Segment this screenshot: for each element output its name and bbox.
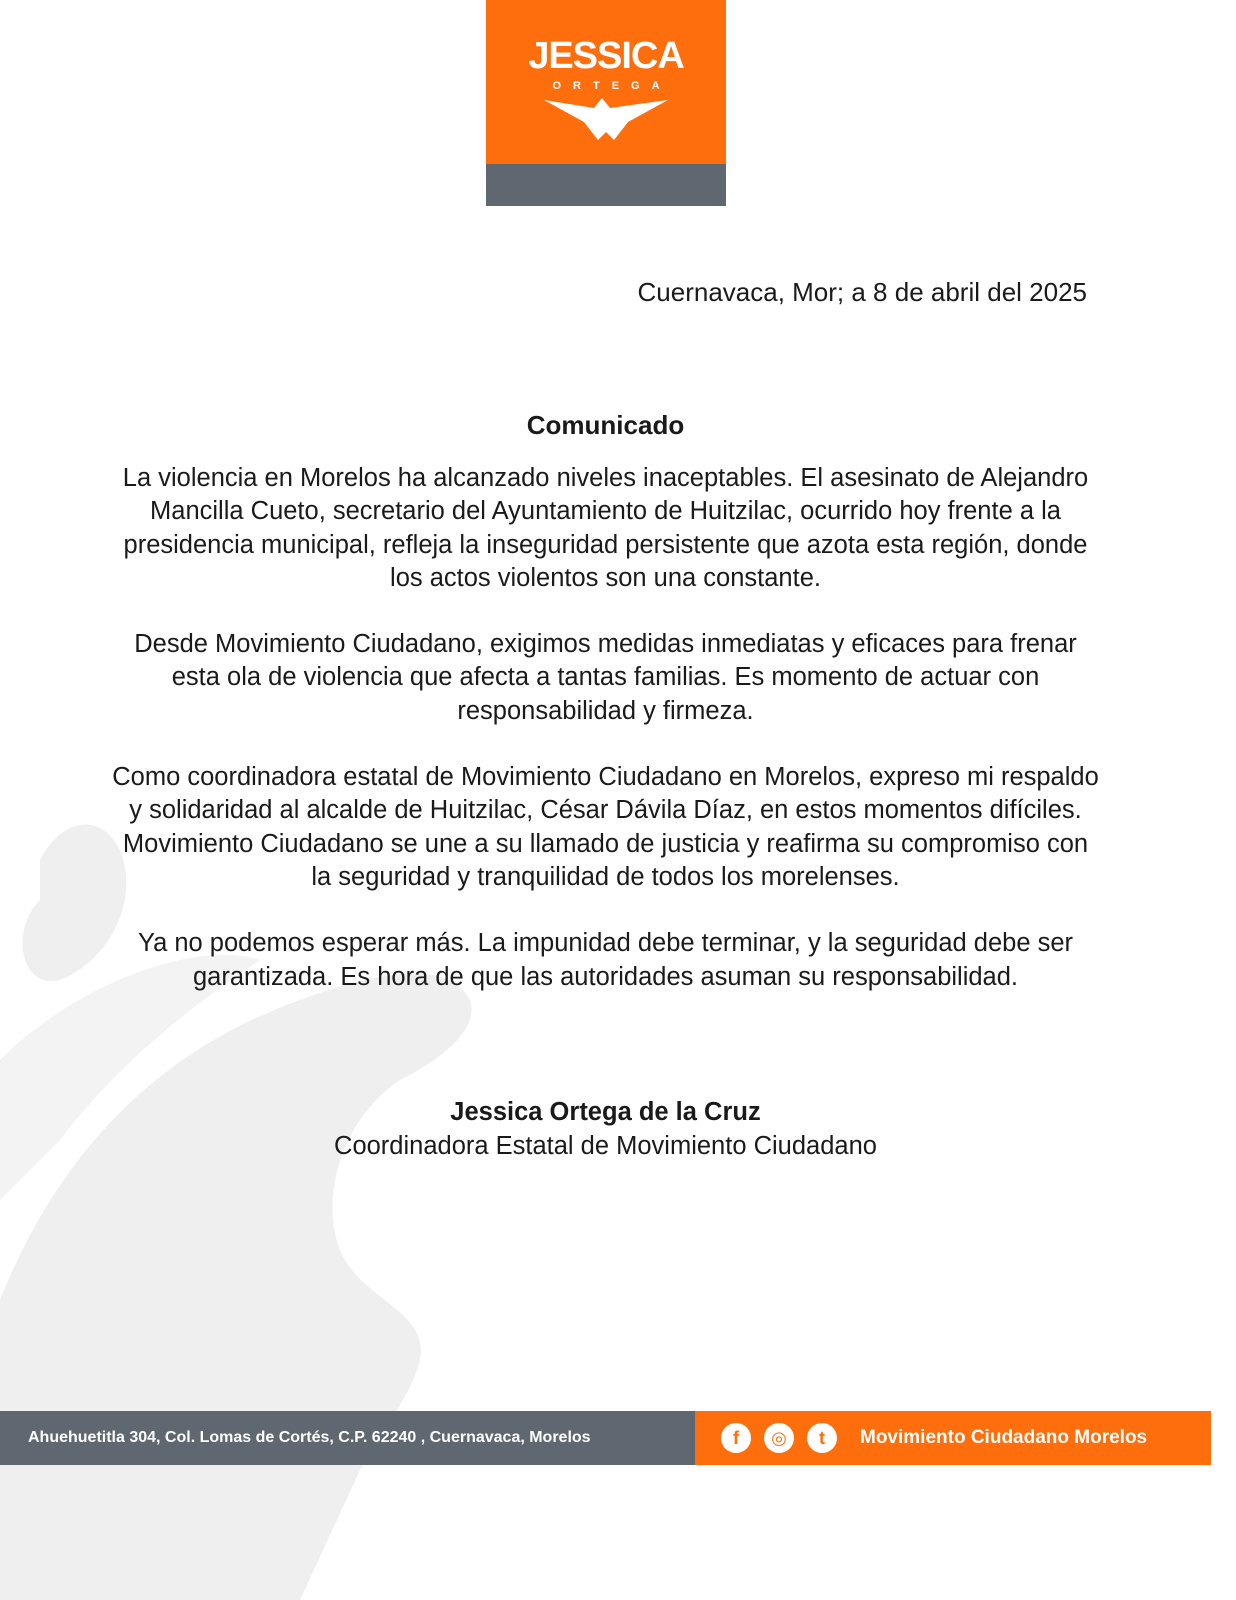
date-line: Cuernavaca, Mor; a 8 de abril del 2025: [637, 277, 1087, 307]
document-title: Comunicado: [526, 410, 685, 440]
logo: [486, 0, 726, 206]
eagle-icon: [544, 96, 668, 142]
logo-subtitle: ORTEGA: [552, 80, 672, 92]
document-content: [0, 272, 1211, 1163]
twitter-icon: t: [807, 1423, 837, 1453]
footer-social: [695, 1411, 1211, 1465]
signature: [0, 1095, 1211, 1163]
instagram-icon: ◎: [764, 1423, 794, 1453]
paragraph: La violencia en Morelos ha alcanzado niveles inaceptables. El asesinato de Alejandro Mancilla Cueto, secretario del Ayuntamiento de Huitzilac, ocurrido hoy frente a la presidencia municipal, refleja la inseguridad persistente que azota esta región, donde los actos violentos son una constante.: [122, 464, 1089, 592]
paragraph: Ya no podemos esperar más. La impunidad debe terminar, y la seguridad debe ser garantizada. Es hora de que las autoridades asuman su responsabilidad.: [137, 929, 1074, 991]
signature-name: Jessica Ortega de la Cruz: [450, 1097, 761, 1126]
document-body: [111, 462, 1101, 1027]
signature-role: Coordinadora Estatal de Movimiento Ciudadano: [334, 1131, 877, 1160]
paragraph: Como coordinadora estatal de Movimiento Ciudadano en Morelos, expreso mi respaldo y solidaridad al alcalde de Huitzilac, César Dávila Díaz, en estos momentos difíciles. Movimiento Ciudadano se une a su llamado de justicia y reafirma su compromiso con la seguridad y tranquilidad de todos los morelenses.: [112, 763, 1099, 891]
social-handle: Movimiento Ciudadano Morelos: [860, 1427, 1148, 1448]
footer: [0, 1411, 1211, 1465]
facebook-icon: f: [721, 1423, 751, 1453]
paragraph: Desde Movimiento Ciudadano, exigimos medidas inmediatas y eficaces para frenar esta ola de violencia que afecta a tantas familias. Es momento de actuar con responsabilidad y firmeza.: [134, 630, 1077, 725]
logo-name: JESSICA: [528, 35, 684, 77]
footer-address: Ahuehuetitla 304, Col. Lomas de Cortés, C.P. 62240 , Cuernavaca, Morelos: [0, 1411, 695, 1465]
